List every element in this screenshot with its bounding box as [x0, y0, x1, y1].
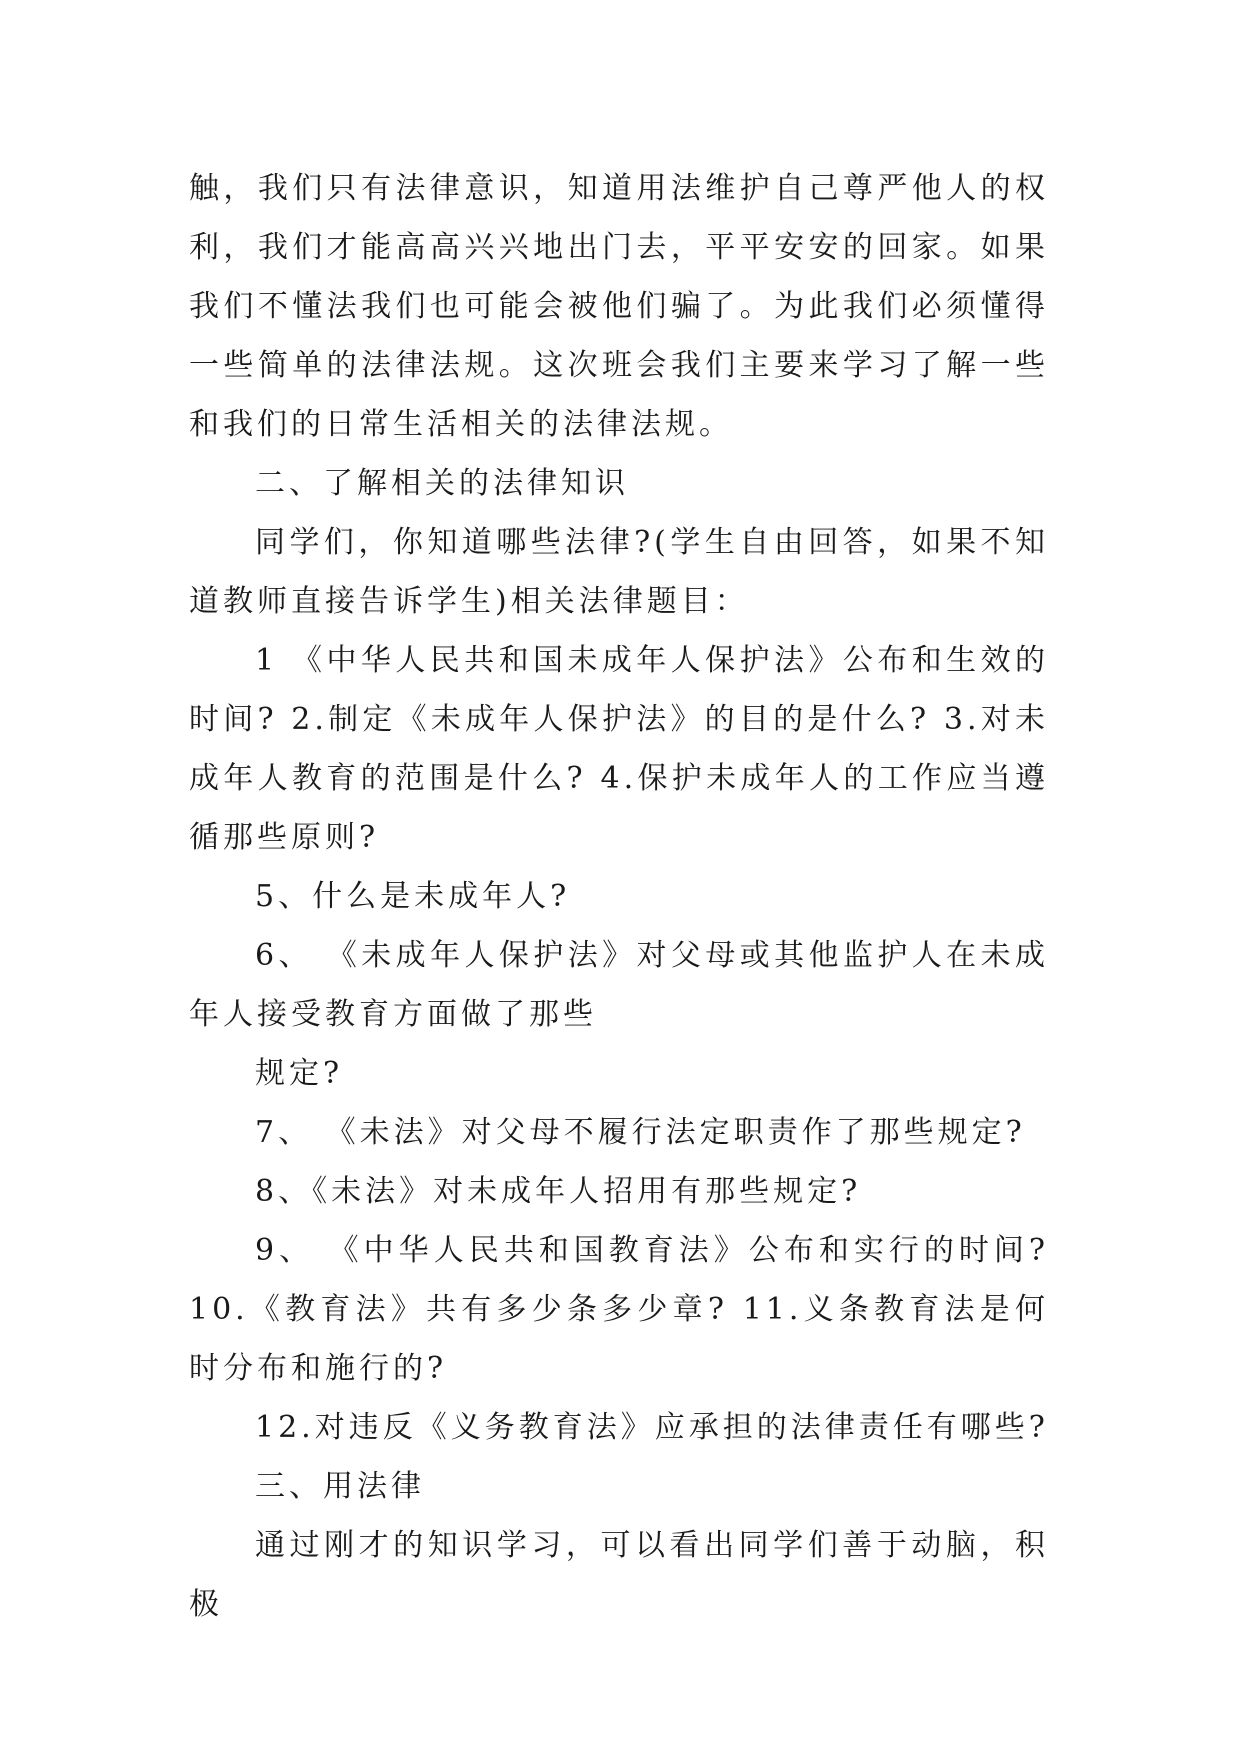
question-6-continued: 规定? [255, 1056, 344, 1091]
section-heading-2: 二、了解相关的法律知识 [255, 466, 629, 501]
paragraph-continuation: 触，我们只有法律意识，知道用法维护自己尊严他人的权利，我们才能高高兴兴地出门去，平平安安的回家。如果我们不懂法我们也可能会被他们骗了。为此我们必须懂得一些简单的法律法规。这次班会我们主要来学习了解一些和我们的日常生活相关的法律法规。 [189, 171, 1049, 442]
paragraph-intro-question: 同学们，你知道哪些法律?(学生自由回答，如果不知道教师直接告诉学生)相关法律题目： [189, 525, 1049, 619]
question-12: 12.对违反《义务教育法》应承担的法律责任有哪些? [255, 1410, 1049, 1445]
paragraph-closing: 通过刚才的知识学习，可以看出同学们善于动脑，积极 [189, 1528, 1049, 1622]
document-body [189, 159, 1049, 1634]
question-list-1-4: 1 《中华人民共和国未成年人保护法》公布和生效的时间? 2.制定《未成年人保护法》的目的是什么? 3.对未成年人教育的范围是什么? 4.保护未成年人的工作应当遵循那些原则? [189, 643, 1049, 855]
question-5: 5、什么是未成年人? [255, 879, 571, 914]
question-list-9-11: 9、 《中华人民共和国教育法》公布和实行的时间? 10.《教育法》共有多少条多少章? 11.义条教育法是何时分布和施行的? [189, 1233, 1049, 1386]
question-6: 6、 《未成年人保护法》对父母或其他监护人在未成年人接受教育方面做了那些 [189, 938, 1049, 1032]
question-7: 7、 《未法》对父母不履行法定职责作了那些规定? [255, 1115, 1026, 1150]
section-heading-3: 三、用法律 [255, 1469, 425, 1504]
question-8: 8、《未法》对未成年人招用有那些规定? [255, 1174, 862, 1209]
